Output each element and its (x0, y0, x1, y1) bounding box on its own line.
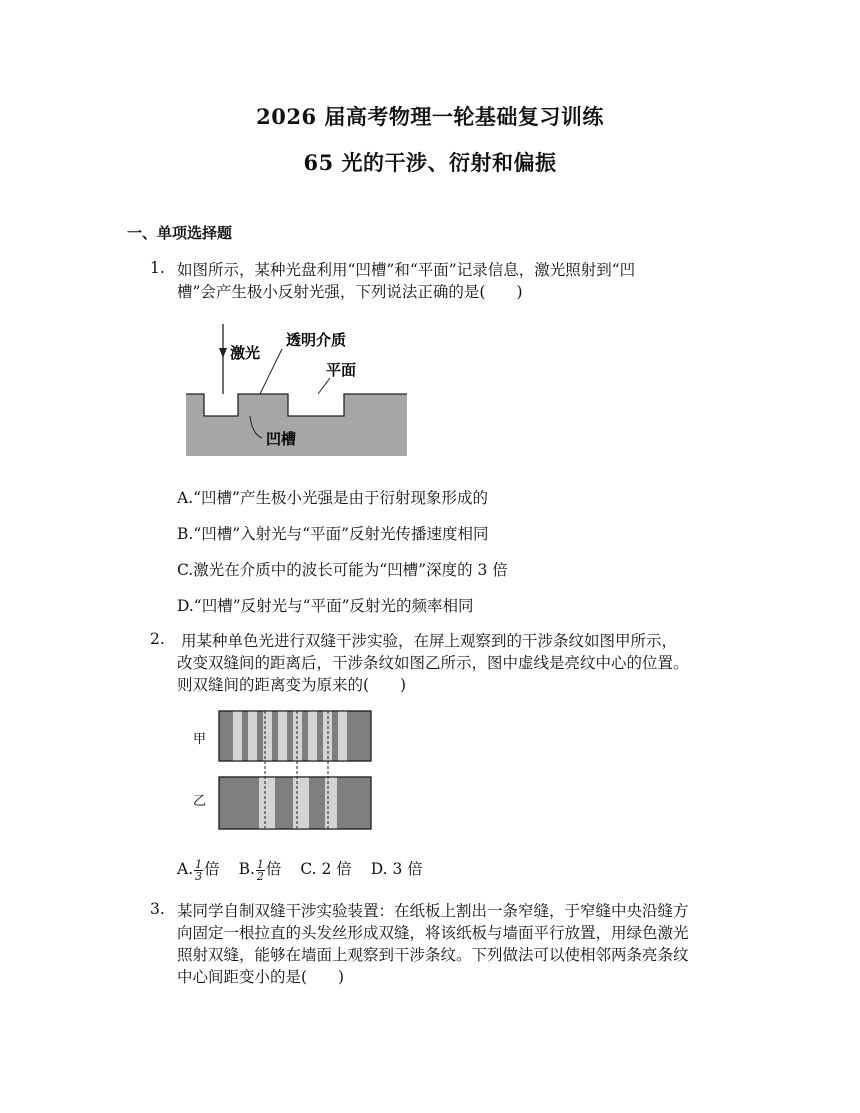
fringe-pattern-a (219, 711, 371, 761)
question-2-line-2: 改变双缝间的距离后，干涉条纹如图乙所示，图中虚线是亮纹中心的位置。 (177, 654, 689, 672)
page-subtitle: 65 光的干涉、衍射和偏振 (303, 150, 557, 175)
question-2-line-1: 用某种单色光进行双缝干涉实验，在屏上观察到的干涉条纹如图甲所示， (181, 632, 678, 650)
q1-option-b: B.“凹槽”入射光与“平面”反射光传播速度相同 (177, 525, 489, 543)
figure-b-label: 乙 (193, 794, 207, 809)
plane-label: 平面 (326, 361, 357, 379)
fringe-pattern-b (219, 777, 371, 829)
optical-disc-figure (180, 318, 415, 460)
page-title: 2026 届高考物理一轮基础复习训练 (256, 104, 604, 129)
question-3-number: 3. (150, 900, 165, 918)
question-1-number: 1. (150, 259, 165, 277)
question-3-line-3: 照射双缝，能够在墙面上观察到干涉条纹。下列做法可以使相邻两条亮条纹 (177, 946, 689, 964)
figure-a-label: 甲 (193, 732, 207, 747)
question-2-line-3: 则双缝间的距离变为原来的( ) (177, 676, 407, 694)
question-3-text (177, 900, 747, 988)
q2-option-c: C. 2 倍 (300, 860, 352, 878)
question-1-line-2: 槽”会产生极小反射光强，下列说法正确的是( ) (177, 283, 523, 301)
question-3-line-2: 向固定一根拉直的头发丝形成双缝，将该纸板与墙面平行放置，用绿色激光 (177, 924, 689, 942)
q1-option-d: D.“凹槽”反射光与“平面”反射光的频率相同 (177, 597, 474, 615)
medium-label: 透明介质 (286, 331, 347, 349)
q1-option-c: C.激光在介质中的波长可能为“凹槽”深度的 3 倍 (177, 561, 508, 579)
interference-fringes-figure (185, 705, 380, 835)
q2-option-d: D. 3 倍 (370, 860, 423, 878)
groove-label: 凹槽 (266, 430, 297, 448)
q2-option-a: A. $\frac{1}{3}$ 倍 (177, 857, 220, 883)
question-2-text (177, 630, 751, 696)
question-3-line-4: 中心间距变小的是( ) (177, 968, 345, 986)
section-heading: 一、单项选择题 (127, 224, 233, 242)
question-1-text (177, 259, 747, 303)
q2-option-b: B. $\frac{1}{2}$ 倍 (238, 857, 282, 883)
question-3-line-1: 某同学自制双缝干涉实验装置：在纸板上割出一条窄缝，于窄缝中央沿缝方 (177, 902, 689, 920)
laser-label: 激光 (230, 344, 261, 362)
question-1-line-1: 如图所示，某种光盘利用“凹槽”和“平面”记录信息，激光照射到“凹 (177, 261, 636, 279)
q1-option-a: A.“凹槽”产生极小光强是由于衍射现象形成的 (177, 489, 488, 507)
q2-options (177, 857, 423, 882)
question-2-number: 2. (150, 630, 165, 648)
